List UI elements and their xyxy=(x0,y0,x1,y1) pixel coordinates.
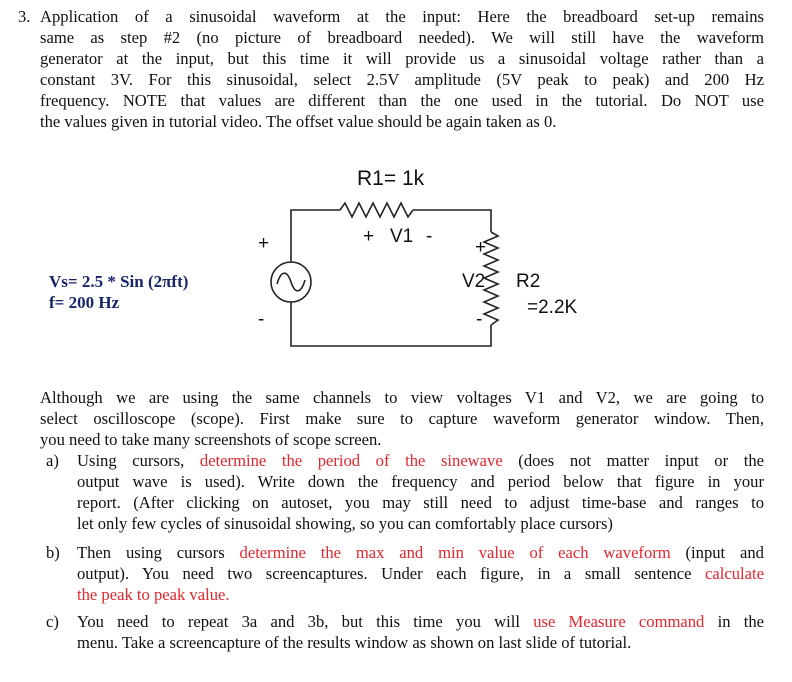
problem-line: the values given in tutorial video. The offset value should be again taken as 0. xyxy=(40,112,557,131)
item-a-line: report. (After clicking on autoset, you may still need to adjust time-base and ranges to xyxy=(77,493,764,512)
item-a xyxy=(77,450,764,534)
source-minus: - xyxy=(258,309,265,330)
top-right-wire xyxy=(413,210,491,232)
problem-line: frequency. NOTE that values are different than the one used in the tutorial. Do NOT use xyxy=(40,91,764,110)
item-a-line: output wave is used). Write down the frequency and period below that figure in your xyxy=(77,472,764,491)
v1-label: V1 xyxy=(390,226,414,247)
v1-minus: - xyxy=(426,226,433,247)
item-b-line xyxy=(77,542,764,563)
item-c-line xyxy=(77,611,764,632)
source-bottom-wire xyxy=(291,302,491,346)
item-c-marker: c) xyxy=(46,612,59,631)
item-a-line xyxy=(77,450,764,471)
intro-line: Although we are using the same channels to view voltages V1 and V2, we are going to xyxy=(40,388,764,407)
item-a-highlight: determine the period of the sinewave xyxy=(199,451,503,470)
r1-resistor xyxy=(340,203,413,217)
item-b-highlight: calculate xyxy=(705,564,764,583)
item-b-text: output). You need two screencaptures. Under each figure, in a small sentence xyxy=(77,564,706,583)
item-b-marker: b) xyxy=(46,543,60,562)
problem-line: constant 3V. For this sinusoidal, select 2.5V amplitude (5V peak to peak) and 200 Hz xyxy=(40,70,764,89)
source-plus: + xyxy=(258,233,270,254)
item-b-text: Then using cursors xyxy=(77,543,240,562)
problem-line: Application of a sinusoidal waveform at the input: Here the breadboard set-up remains xyxy=(40,7,764,26)
item-c-line: menu. Take a screencapture of the results window as shown on last slide of tutorial. xyxy=(77,633,632,652)
item-a-line: let only few cycles of sinusoidal showing, so you can comfortably place cursors) xyxy=(77,514,613,533)
intro-line: select oscilloscope (scope). First make sure to capture waveform generator window. Then, xyxy=(40,409,764,428)
item-a-marker: a) xyxy=(46,451,59,470)
v2-plus: + xyxy=(475,237,487,258)
r2-value: =2.2K xyxy=(527,297,578,318)
problem-line: same as step #2 (no picture of breadboard needed). We will still have the waveform xyxy=(40,28,764,47)
source-frequency: f= 200 Hz xyxy=(49,293,120,312)
top-wire xyxy=(291,210,340,246)
item-c-text: You need to repeat 3a and 3b, but this time you will xyxy=(77,612,534,631)
source-equation: Vs= 2.5 * Sin (2πft) xyxy=(49,272,189,291)
item-a-text: (does not matter input or the xyxy=(502,451,764,470)
problem-number: 3. xyxy=(18,7,31,26)
item-b-line: the peak to peak value. xyxy=(77,585,230,604)
item-c-text: in the xyxy=(704,612,765,631)
intro-line: you need to take many screenshots of scope screen. xyxy=(40,430,382,449)
item-b-highlight: determine the max and min value of each waveform xyxy=(239,543,671,562)
item-b-line xyxy=(77,563,764,584)
v2-minus: - xyxy=(476,309,483,330)
item-b xyxy=(77,542,764,605)
intro-paragraph xyxy=(40,387,764,450)
item-b-text: (input and xyxy=(670,543,764,562)
v1-plus: + xyxy=(363,226,375,247)
r1-label: R1= 1k xyxy=(357,167,425,190)
item-c xyxy=(77,611,764,653)
v2-label: V2 xyxy=(462,271,486,292)
r2-label: R2 xyxy=(516,271,541,292)
item-a-text: Using cursors, xyxy=(77,451,200,470)
sine-wave-icon xyxy=(277,273,305,291)
item-c-highlight: use Measure command xyxy=(533,612,705,631)
problem-line: generator at the input, but this time it will provide us a sinusoidal voltage rather than a xyxy=(40,49,764,68)
